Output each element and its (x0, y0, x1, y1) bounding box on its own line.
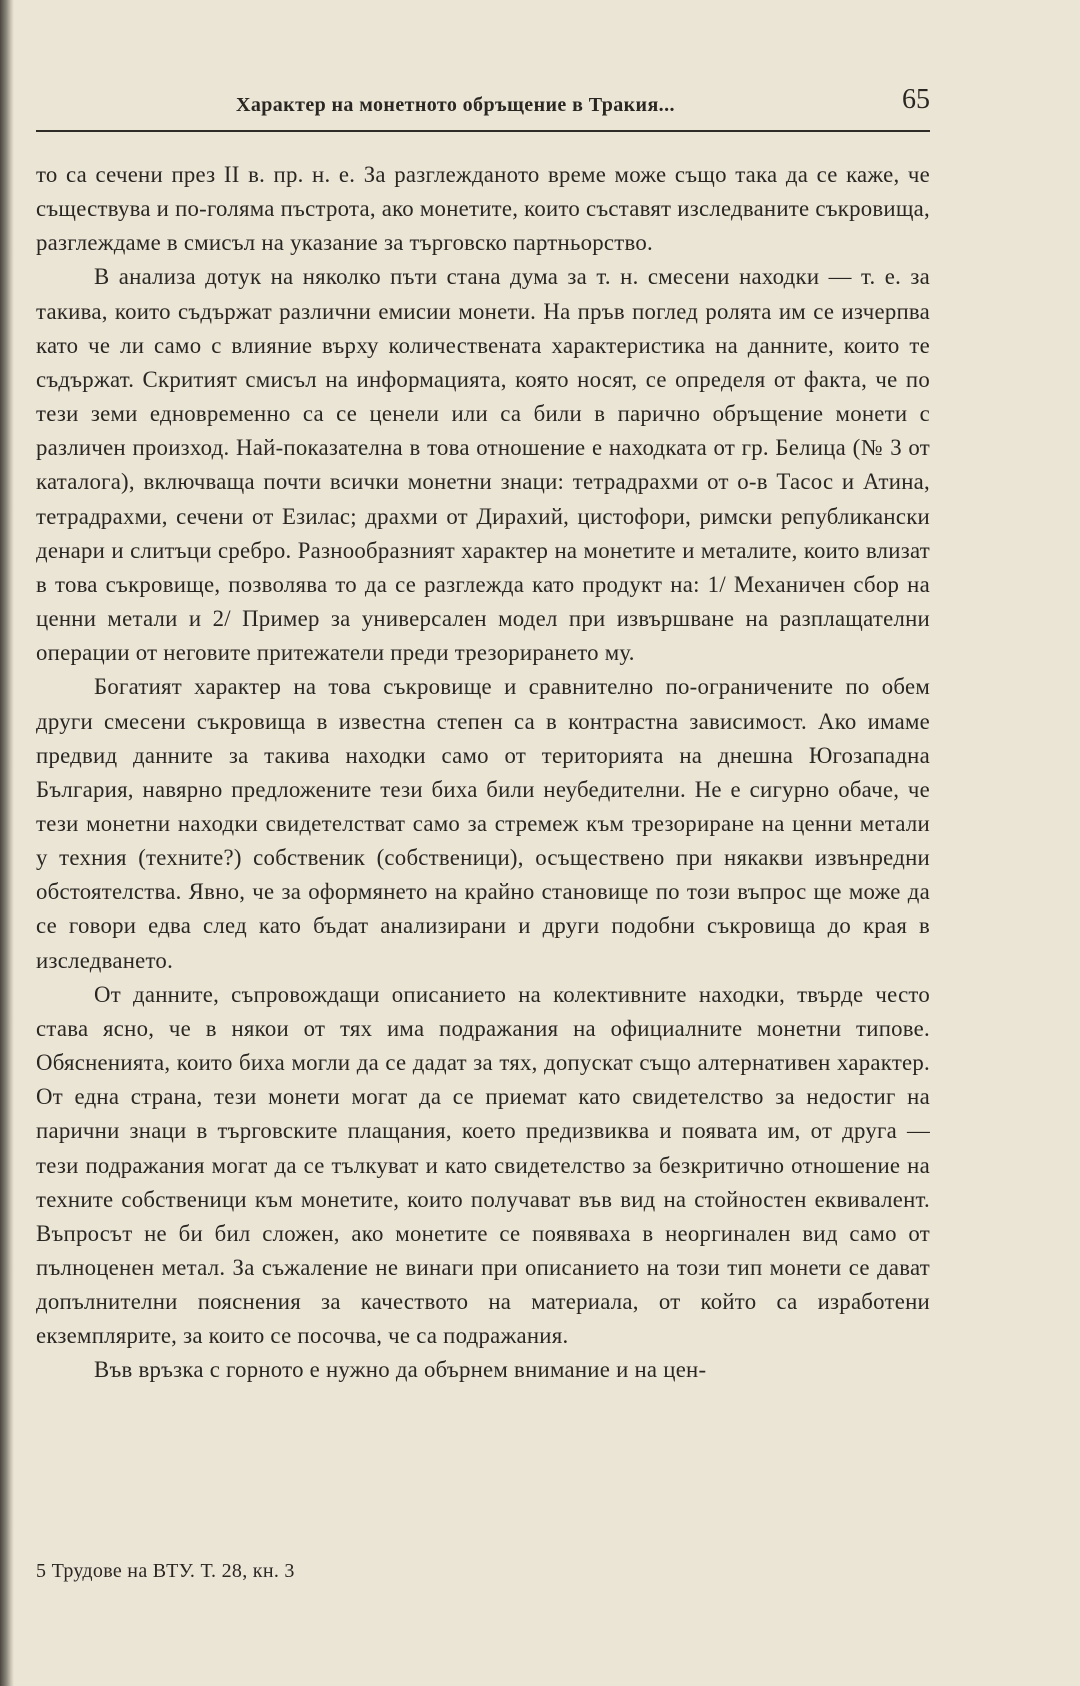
paragraph-2: В анализа дотук на няколко пъти стана дума за т. н. смесени находки — т. е. за такива, които съдържат различни емисии монети. На пръв поглед ролята им се изчерпва като че ли само с влияние върху количествената характеристика на данните, които те съдържат. Скритият смисъл на информацията, която носят, се определя от факта, че по тези земи едновременно са се ценели или са били в парично обръщение монети с различен произход. Най-показателна в това отношение е находката от гр. Белица (№ 3 от каталога), включваща почти всички монетни знаци: тетрадрахми от о-в Тасос и Атина, тетрадрахми, сечени от Езилас; драхми от Дирахий, цистофори, римски републикански денари и слитъци сребро. Разнообразният характер на монетите и металите, които влизат в това съкровище, позволява то да се разглежда като продукт на: 1/ Механичен сбор на ценни метали и 2/ Пример за универсален модел при извършване на разплащателни операции от неговите притежатели преди трезорирането му. (36, 264, 930, 666)
paragraph-3: Богатият характер на това съкровище и сравнително по-ограничените по обем други смесени съкровища в известна степен са в контрастна зависимост. Ако имаме предвид данните за такива находки само от територията на днешна Югозападна България, навярно предложените тези биха били неубедителни. Не е сигурно обаче, че тези монетни находки свидетелстват само за стремеж към трезориране на ценни метали у техния (техните?) собственик (собственици), осъществено при някакви извънредни обстоятелства. Явно, че за оформянето на крайно становище по този въпрос ще може да се говори едва след като бъдат анализирани и други подобни съкровища до края в изследването. (36, 674, 930, 973)
paragraph-4: От данните, съпровождащи описанието на колективните находки, твърде често става ясно, че в някои от тях има подражания на официалните монетни типове. Обясненията, които биха могли да се дадат за тях, допускат също алтернативен характер. От една страна, тези монети могат да се приемат като свидетелство за недостиг на парични знаци в търговските плащания, което предизвиква и появата им, от друга — тези подражания могат да се тълкуват и като свидетелство за безкритично отношение на техните собственици към монетите, които получават във вид на стойностен еквивалент. Въпросът не би бил сложен, ако монетите се появяваха в неоргинален вид само от пълноценен метал. За съжаление не винаги при описанието на този тип монети се дават допълнителни пояснения за качеството на материала, от който са изработени екземплярите, за които се посочва, че са подражания. (36, 981, 930, 1349)
header-rule (36, 130, 930, 132)
document-page (36, 0, 936, 1686)
footer-signature: 5 Трудове на ВТУ. Т. 28, кн. 3 (36, 1560, 295, 1582)
page-number: 65 (902, 84, 930, 115)
running-head (36, 84, 930, 124)
paragraph-1: то са сечени през II в. пр. н. е. За разглежданото време може също така да се каже, че съществува и по-голяма пъстрота, ако монетите, които съставят изследваните съкровища, разглеждаме в смисъл на указание за търговско партньорство. (36, 162, 930, 256)
body-text (36, 158, 930, 1388)
book-binding-shadow (0, 0, 14, 1686)
paragraph-5: Във връзка с горното е нужно да обърнем внимание и на цен- (94, 1357, 707, 1383)
running-title: Характер на монетното обръщение в Тракия... (236, 94, 675, 116)
